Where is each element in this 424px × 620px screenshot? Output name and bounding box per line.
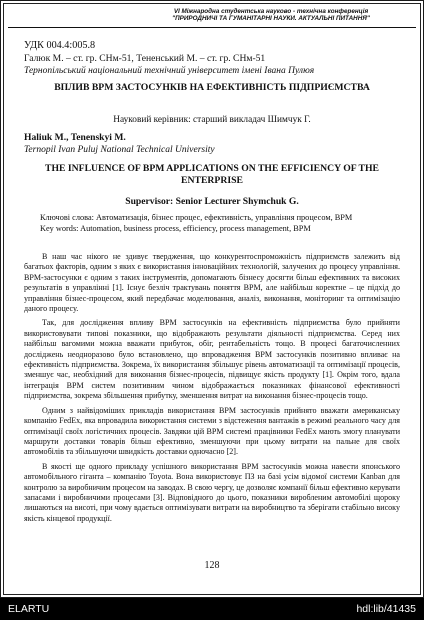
footer-handle: hdl:lib/41435 [356,603,416,615]
keywords-en: Key words: Automation, business process, efficiency, process management, BPM [40,224,311,233]
affiliation-ua: Тернопільський національний технічний університет імені Івана Пулюя [24,66,315,76]
paragraph: Одним з найвідоміших прикладів використання BPM застосунків прийнято вважати американську компанію FedEx, яка впровадила використання системи з відстеження вантажів в режимі реального часу для оптимізації своїх логістичних процесів. Завдяки цій BPM системі працівники FedEx мають змогу планувати маршрути доставки товарів більш ефективно, зменшуючи при цьому витрати на пальне для своїх автомобілів та збільшуючи швидкість доставки одночасно [2]. [24,405,400,457]
page-number: 128 [204,560,220,571]
paragraph: В якості ще одного прикладу успішного використання BPM застосунків можна навести японського автомобільного гіганта – компанію Toyota. Вона використовує ПЗ на базі усім відомої системи Kanban для контролю за виробничим процесом на заводах. В свою чергу, це дозволяє компанії більш ефективно керувати запасами і виробничими процесами [3]. Відповідного до цього, показники виробленим автомобілі щороку лишаються на висоті, при чому вдається оптимізувати витрати на виробництво та зберігати стабільно високу якість кінцевої продукції. [24,461,401,523]
affiliation-en: Ternopil Ivan Puluj National Technical University [24,145,215,155]
conference-header [130,8,412,23]
udk-code: УДК 004.4:005.8 [24,40,96,51]
authors-ua: Галюк М. – ст. гр. СНм-51, Тененський М. – ст. гр. СНм-51 [24,53,266,64]
title-en: THE INFLUENCE OF BPM APPLICATIONS ON THE EFFICIENCY OF THE ENTERPRISE [45,163,379,186]
conference-line-2: "ПРИРОДНИЧІ ТА ГУМАНІТАРНІ НАУКИ. АКТУАЛЬНІ ПИТАННЯ" [172,15,370,23]
header-rule [8,27,416,28]
body-text [24,252,400,528]
conference-line-1: VI Міжнародна студентська науково - технічна конференція [173,8,369,15]
title-ua: ВПЛИВ BPM ЗАСТОСУНКІВ НА ЕФЕКТИВНІСТЬ ПІДПРИЄМСТВА [54,82,370,93]
keywords-ua: Ключові слова: Автоматизація, бізнес процес, ефективність, управління процесом, BPM [40,213,353,222]
advisor-ua: Науковий керівник: старший викладач Шимчук Г. [113,115,311,125]
footer-repository-name: ELARTU [8,603,50,615]
paragraph: Так, для дослідження впливу BPM застосунків на ефективність підприємства було прийняти використовувати типові показники, що відображають результати діяльності підприємства. Серед них найбільш вагомими можна вважати прибуток, обіг, рентабельність тощо. В процесі багаточисленних досліджень неодноразово було встановлено, що впровадження BPM застосунків позитивно впливає на ефективність підприємства. Зокрема, їх використання збільшує рівень автоматизації та оптимізації процесів, зменшує час, необхідний для виконання бізнес-процесів, підвищує якість продукту [1]. Окрім того, вдала інтеграція BPM систем позитивним чином відображається показниках фінансової ефективності підприємства, зокрема збільшення прибутку, зменшення витрат на виконання бізнес-процесів тощо. [24,318,400,401]
authors-en: Haliuk M., Tenenskyi M. [24,132,126,143]
paragraph: В наш час нікого не здивує твердження, що конкурентоспроможність підприємств залежить від багатьох факторів, одним з яких є використання інноваційних технологій, залучених до процесу управління. BPM-застосунки є одним з таких інструментів, допомагають бізнесу досягти більш ефективних та високих результатів в управлінні [1]. Існує безліч трактувань поняття BPM, але найбільш коректне – це підхід до управління бізнес-процесом, який передбачає моделювання, аналіз, виконання, моніторинг та оптимізацію даного процесу. [24,252,400,314]
advisor-en: Supervisor: Senior Lecturer Shymchuk G. [125,196,299,207]
